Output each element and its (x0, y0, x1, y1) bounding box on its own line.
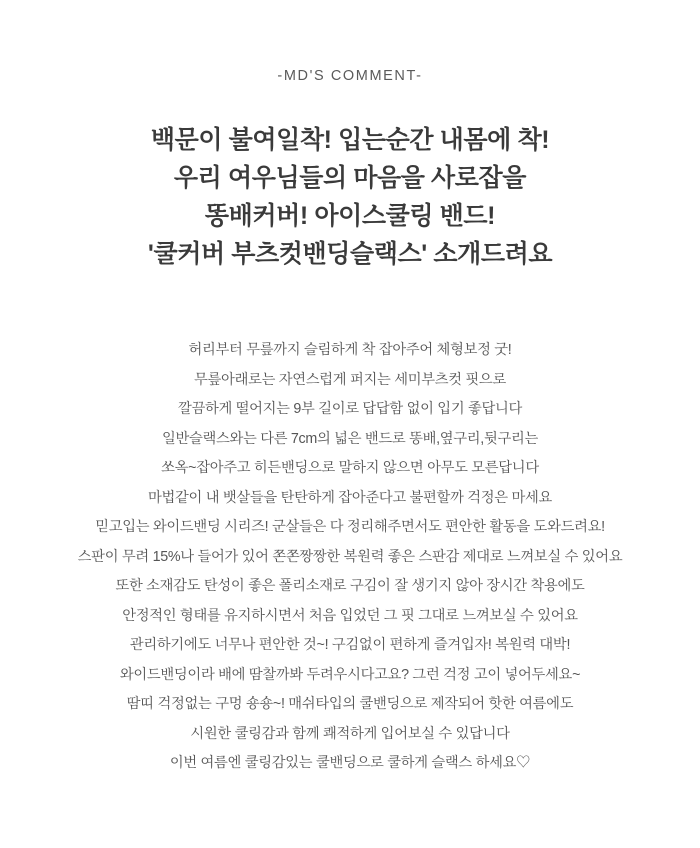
body-line-5: 쏘옥~잡아주고 히든밴딩으로 말하지 않으면 아무도 모른답니다 (161, 460, 539, 476)
body-line-2: 무릎아래로는 자연스럽게 퍼지는 세미부츠컷 핏으로 (194, 371, 506, 388)
body-line-7: 믿고입는 와이드밴딩 시리즈! 군살들은 다 정리해주면서도 편안한 활동을 도와드려요! (95, 519, 605, 535)
headline-line-3: 똥배커버! 아이스쿨링 밴드! (204, 202, 496, 230)
body-line-13: 땀띠 걱정없는 구멍 숑숑~! 매쉬타입의 쿨밴딩으로 제작되어 핫한 여름에도 (126, 696, 574, 712)
body-line-11: 관리하기에도 너무나 편안한 것~! 구김없이 편하게 즐겨입자! 복원력 대박! (129, 637, 571, 653)
body-line-3: 깔끔하게 떨어지는 9부 길이로 답답함 없이 입기 좋답니다 (177, 401, 523, 417)
body-line-14: 시원한 쿨링감과 함께 쾌적하게 입어보실 수 있답니다 (190, 725, 510, 742)
body-line-6: 마법같이 내 뱃살들을 탄탄하게 잡아준다고 불편할까 걱정은 마세요 (147, 489, 552, 506)
body-line-10: 안정적인 형태를 유지하시면서 처음 입었던 그 핏 그대로 느껴보실 수 있어요 (122, 607, 578, 624)
body-line-4: 일반슬랙스와는 다른 7cm의 넓은 밴드로 똥배,옆구리,뒷구리는 (161, 430, 539, 447)
body-line-9: 또한 소재감도 탄성이 좋은 폴리소재로 구김이 잘 생기지 않아 장시간 착용에도 (115, 578, 585, 594)
headline-line-2: 우리 여우님들의 마음을 사로잡을 (173, 164, 527, 192)
md-comment-label: -MD'S COMMENT- (277, 68, 423, 84)
body-text-block (78, 336, 623, 779)
headline-line-1: 백문이 불여일착! 입는순간 내몸에 착! (150, 126, 550, 154)
body-line-12: 와이드밴딩이라 배에 땀찰까봐 두려우시다고요? 그런 걱정 고이 넣어두세요~ (119, 666, 581, 683)
body-line-8: 스판이 무려 15%나 들어가 있어 쫀쫀짱짱한 복원력 좋은 스판감 제대로 느껴보실 수 있어요 (77, 548, 623, 565)
headline-block (148, 121, 552, 273)
headline-line-4: '쿨커버 부츠컷밴딩슬랙스' 소개드려요 (147, 240, 553, 268)
body-line-15: 이번 여름엔 쿨링감있는 쿨밴딩으로 쿨하게 슬랙스 하세요♡ (169, 755, 531, 771)
body-line-1: 허리부터 무릎까지 슬림하게 착 잡아주어 체형보정 굿! (188, 342, 512, 358)
